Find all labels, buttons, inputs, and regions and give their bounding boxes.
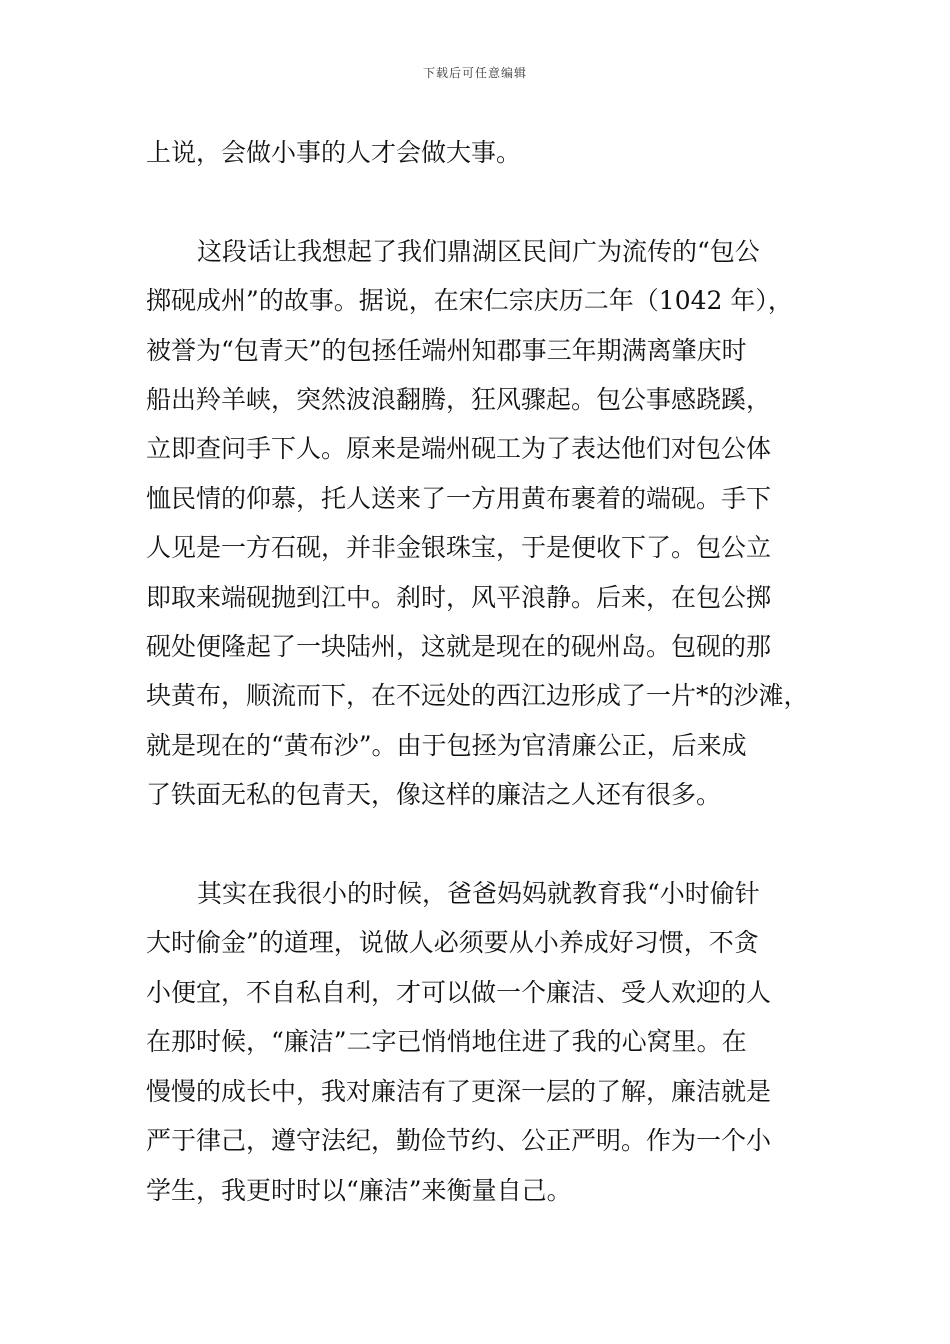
paragraph-2	[146, 227, 826, 820]
text-line: 立即查问手下人。原来是端州砚工为了表达他们对包公体	[146, 434, 772, 464]
paragraph-1	[146, 128, 826, 177]
text-line: 小便宜，不自私自利，才可以做一个廉洁、受人欢迎的人	[146, 977, 772, 1007]
text-line: 在那时候，“廉洁”二字已悄悄地住进了我的心窝里。在	[146, 1027, 747, 1057]
text-line: 就是现在的“黄布沙”。由于包拯为官清廉公正，后来成	[146, 730, 747, 760]
text-line: 慢慢的成长中，我对廉洁有了更深一层的了解，廉洁就是	[146, 1076, 772, 1106]
paragraph-3	[146, 869, 826, 1215]
text-line: 块黄布，顺流而下，在不远处的西江边形成了一片*的沙滩，	[146, 681, 809, 711]
text-line: 这段话让我想起了我们鼎湖区民间广为流传的“包公	[197, 236, 760, 266]
text-line: 即取来端砚抛到江中。刹时，风平浪静。后来，在包公掷	[146, 582, 772, 612]
text-line: 掷砚成州”的故事。据说，在宋仁宗庆历二年（1042 年），	[146, 286, 793, 316]
text-line: 被誉为“包青天”的包拯任端州知郡事三年期满离肇庆时	[146, 335, 747, 365]
text-line: 了铁面无私的包青天，像这样的廉洁之人还有很多。	[146, 780, 722, 810]
paragraph-gap	[146, 820, 826, 869]
paragraph-gap	[146, 177, 826, 226]
text-line: 船出羚羊峡，突然波浪翻腾，狂风骤起。包公事感跷蹊，	[146, 385, 772, 415]
text-line: 其实在我很小的时候，爸爸妈妈就教育我“小时偷针	[197, 879, 760, 909]
text-line: 大时偷金”的道理，说做人必须要从小养成好习惯，不贪	[146, 928, 759, 958]
text-line: 人见是一方石砚，并非金银珠宝，于是便收下了。包公立	[146, 533, 772, 563]
text-line: 砚处便隆起了一块陆州，这就是现在的砚州岛。包砚的那	[146, 632, 772, 662]
page-header: 下载后可任意编辑	[422, 66, 527, 80]
text-line: 严于律己，遵守法纪，勤俭节约、公正严明。作为一个小	[146, 1126, 772, 1156]
text-line: 恤民情的仰慕，托人送来了一方用黄布裹着的端砚。手下	[146, 483, 772, 513]
text-line: 上说，会做小事的人才会做大事。	[146, 138, 522, 167]
document-body	[146, 128, 826, 1215]
text-line: 学生，我更时时以“廉洁”来衡量自己。	[146, 1175, 572, 1205]
